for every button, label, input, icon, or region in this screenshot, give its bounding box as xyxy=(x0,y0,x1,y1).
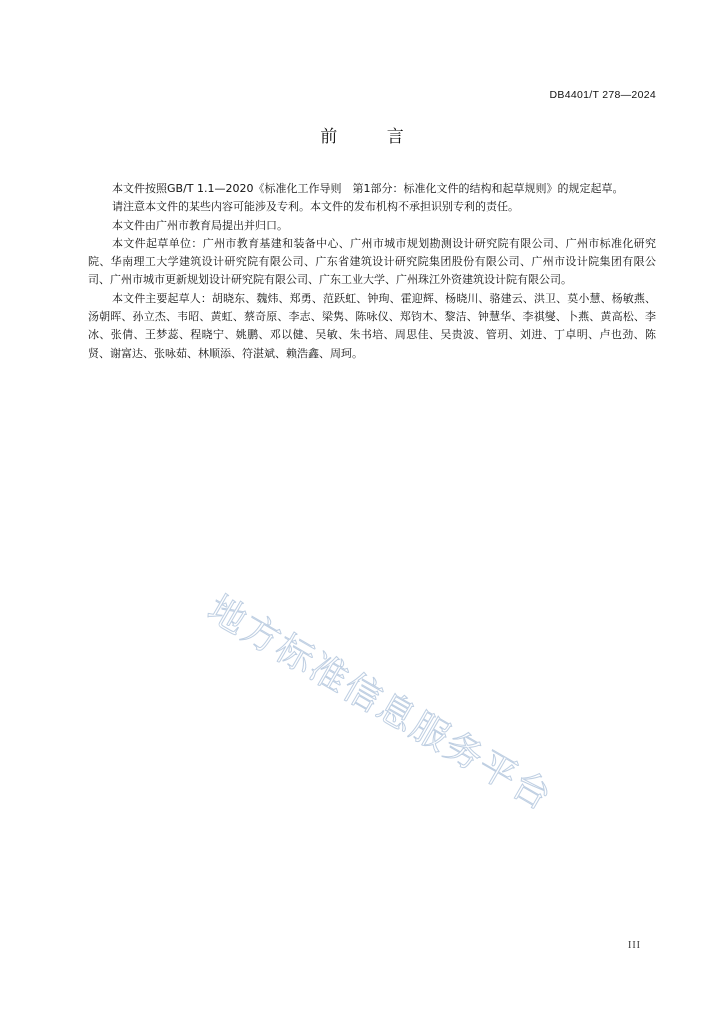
foreword-body xyxy=(88,180,656,363)
paragraph-drafters: 本文件主要起草人：胡晓东、魏炜、郑勇、范跃虹、钟珣、霍迎辉、杨晓川、骆建云、洪卫、莫小慧、杨敏燕、汤朝晖、孙立杰、韦昭、黄虹、蔡奇原、李志、梁隽、陈咏仪、郑钧木、黎洁、钟慧华、李祺燮、卜燕、黄高松、李冰、张倩、王梦蕊、程晓宁、姚鹏、邓以健、吴敏、朱书培、周思佳、吴贵波、管玥、刘进、丁卓明、卢也劲、陈贤、谢富达、张咏茹、林顺添、符湛斌、赖浩鑫、周珂。 xyxy=(88,291,656,360)
watermark: 地方标准信息服务平台 xyxy=(200,586,560,820)
document-code: DB4401/T 278—2024 xyxy=(549,89,656,101)
paragraph-drafting-rules: 本文件按照GB/T 1.1—2020《标准化工作导则 第1部分：标准化文件的结构和起草规则》的规定起草。 xyxy=(112,182,624,195)
page-number: III xyxy=(628,940,641,951)
paragraph-proposer: 本文件由广州市教育局提出并归口。 xyxy=(112,218,288,232)
paragraph-drafting-units: 本文件起草单位：广州市教育基建和装备中心、广州市城市规划勘测设计研究院有限公司、广州市标准化研究院、华南理工大学建筑设计研究院有限公司、广东省建筑设计研究院集团股份有限公司、广州市设计院集团有限公司、广州市城市更新规划设计研究院有限公司、广东工业大学、广州珠江外资建筑设计院有限公司。 xyxy=(88,236,656,287)
paragraph-patent-notice: 请注意本文件的某些内容可能涉及专利。本文件的发布机构不承担识别专利的责任。 xyxy=(112,200,519,214)
section-title: 前 言 xyxy=(320,127,426,147)
